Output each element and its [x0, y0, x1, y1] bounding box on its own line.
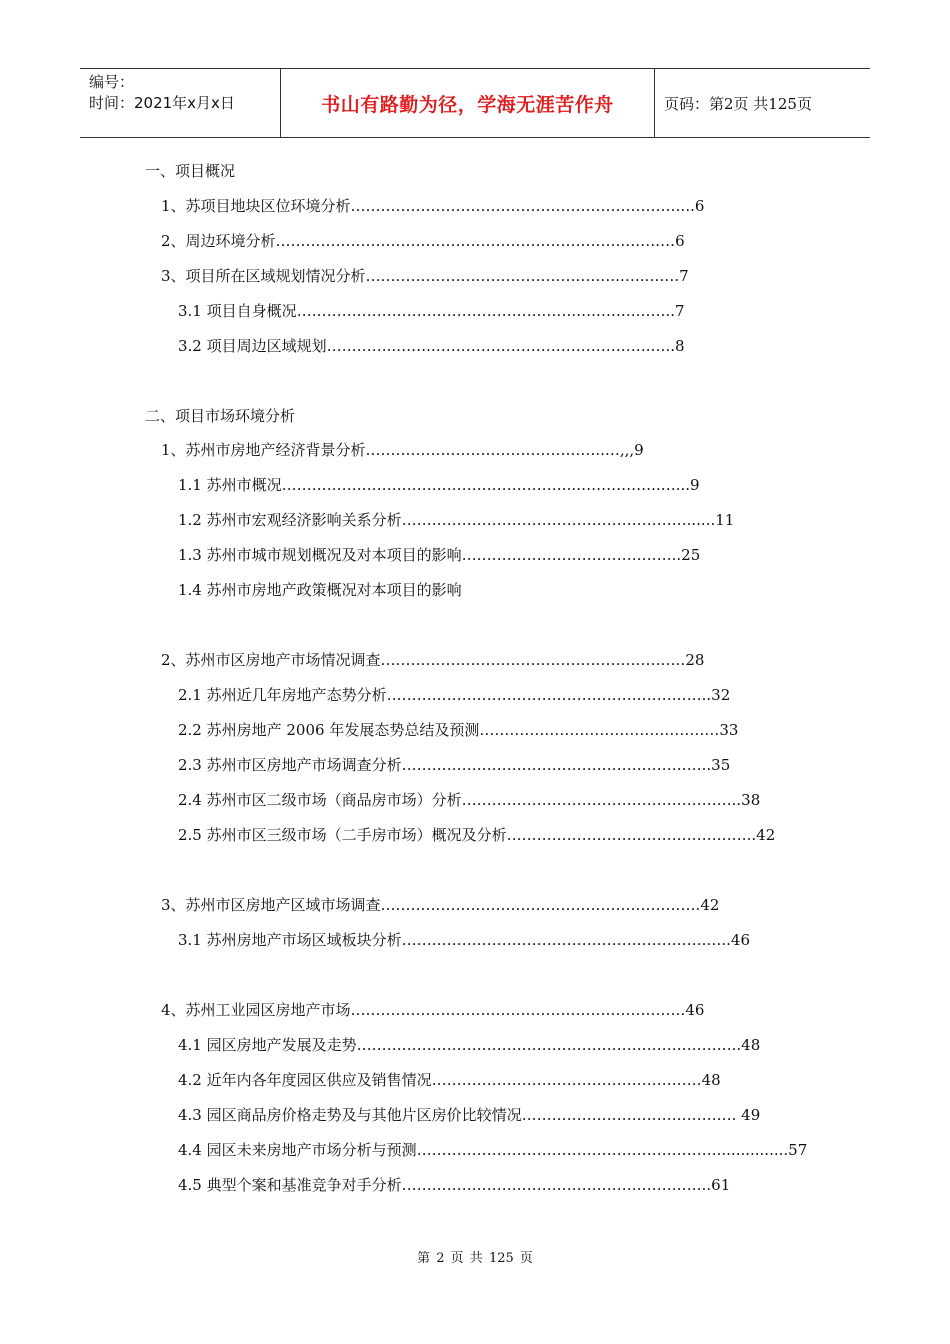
- footer-total-pages: 125: [488, 1251, 514, 1266]
- footer-text: 第: [417, 1251, 431, 1266]
- document-header: [80, 68, 870, 138]
- toc-entry[interactable]: 1、苏州市房地产经济背景分析…………………………………….…..…,,,9: [161, 441, 644, 459]
- toc-entry[interactable]: 4.1 园区房地产发展及走势…………………………………………………………………..48: [178, 1036, 761, 1054]
- header-motto: 书山有路勤为径，学海无涯苦作舟: [321, 93, 614, 116]
- footer-page-number: 2: [436, 1251, 445, 1266]
- footer-text: 页: [450, 1251, 464, 1266]
- header-meta-cell: [80, 69, 281, 137]
- toc-entry[interactable]: 2.3 苏州市区房地产市场调查分析……………………………………………………..35: [178, 756, 731, 774]
- toc-entry[interactable]: 二、项目市场环境分析: [145, 407, 296, 425]
- toc-entry[interactable]: 3、苏州市区房地产区域市场调查……………………………………………………….42: [161, 896, 720, 914]
- toc-entry[interactable]: 1、苏项目地块区位环境分析…………………………………………………………...6: [161, 197, 705, 215]
- toc-entry[interactable]: 2.4 苏州市区二级市场（商品房市场）分析………………………………………………..38: [178, 791, 761, 809]
- toc-entry[interactable]: 1.3 苏州市城市规划概况及对本项目的影响……………………………………..25: [178, 546, 701, 564]
- toc-entry[interactable]: 3.1 项目自身概况………………………………………….…….….……..……..7: [178, 302, 685, 320]
- toc-entry[interactable]: 2.1 苏州近几年房地产态势分析………………………………………………………..32: [178, 686, 731, 704]
- header-motto-cell: [281, 69, 655, 137]
- toc-entry[interactable]: 1.4 苏州市房地产政策概况对本项目的影响: [178, 581, 462, 599]
- footer-text: 共: [469, 1251, 483, 1266]
- toc-entry[interactable]: 1.1 苏州市概况…………………………………………………..……………..…...9: [178, 476, 700, 494]
- header-page-info: 页码：第2页 共125页: [664, 94, 812, 113]
- toc-entry[interactable]: 一、项目概况: [145, 162, 236, 180]
- page-footer: [0, 1247, 950, 1266]
- toc-entry[interactable]: 4.3 园区商品房价格走势及与其他片区房价比较情况……………………………………. 49: [178, 1106, 761, 1124]
- header-page-cell: [655, 69, 870, 137]
- toc-entry[interactable]: 3、项目所在区域规划情况分析…………………………………….……..…..…….7: [161, 267, 689, 285]
- toc-entry[interactable]: 2、周边环境分析…………………………………………………………….…….…6: [161, 232, 685, 250]
- footer-text: 页: [519, 1251, 533, 1266]
- toc-entry[interactable]: 4.2 近年内各年度园区供应及销售情况………………………………………………48: [178, 1071, 721, 1089]
- document-time-label: 时间：2021年x月x日: [89, 94, 235, 112]
- toc-entry[interactable]: 2、苏州市区房地产市场情况调查…………………………………………………….28: [161, 651, 705, 669]
- toc-entry[interactable]: 2.5 苏州市区三级市场（二手房市场）概况及分析…………………………………………..42: [178, 826, 776, 844]
- toc-entry[interactable]: 4、苏州工业园区房地产市场………………………………………………………….46: [161, 1001, 705, 1019]
- toc-entry[interactable]: 4.4 园区未来房地产市场分析与预测……………………………………………………...............57: [178, 1141, 808, 1159]
- toc-entry[interactable]: 4.5 典型个案和基准竞争对手分析……………………………………………………..61: [178, 1176, 731, 1194]
- document-number-label: 编号：: [89, 73, 135, 91]
- toc-entry[interactable]: 2.2 苏州房地产 2006 年发展态势总结及预测…………………………………………33: [178, 721, 739, 739]
- toc-entry[interactable]: 3.2 项目周边区域规划…………..……..…………………………………….…..8: [178, 337, 685, 355]
- toc-entry[interactable]: 1.2 苏州市宏观经济影响关系分析…………………………………………………......11: [178, 511, 735, 529]
- toc-entry[interactable]: 3.1 苏州房地产市场区域板块分析…………………………………………………….…..46: [178, 931, 751, 949]
